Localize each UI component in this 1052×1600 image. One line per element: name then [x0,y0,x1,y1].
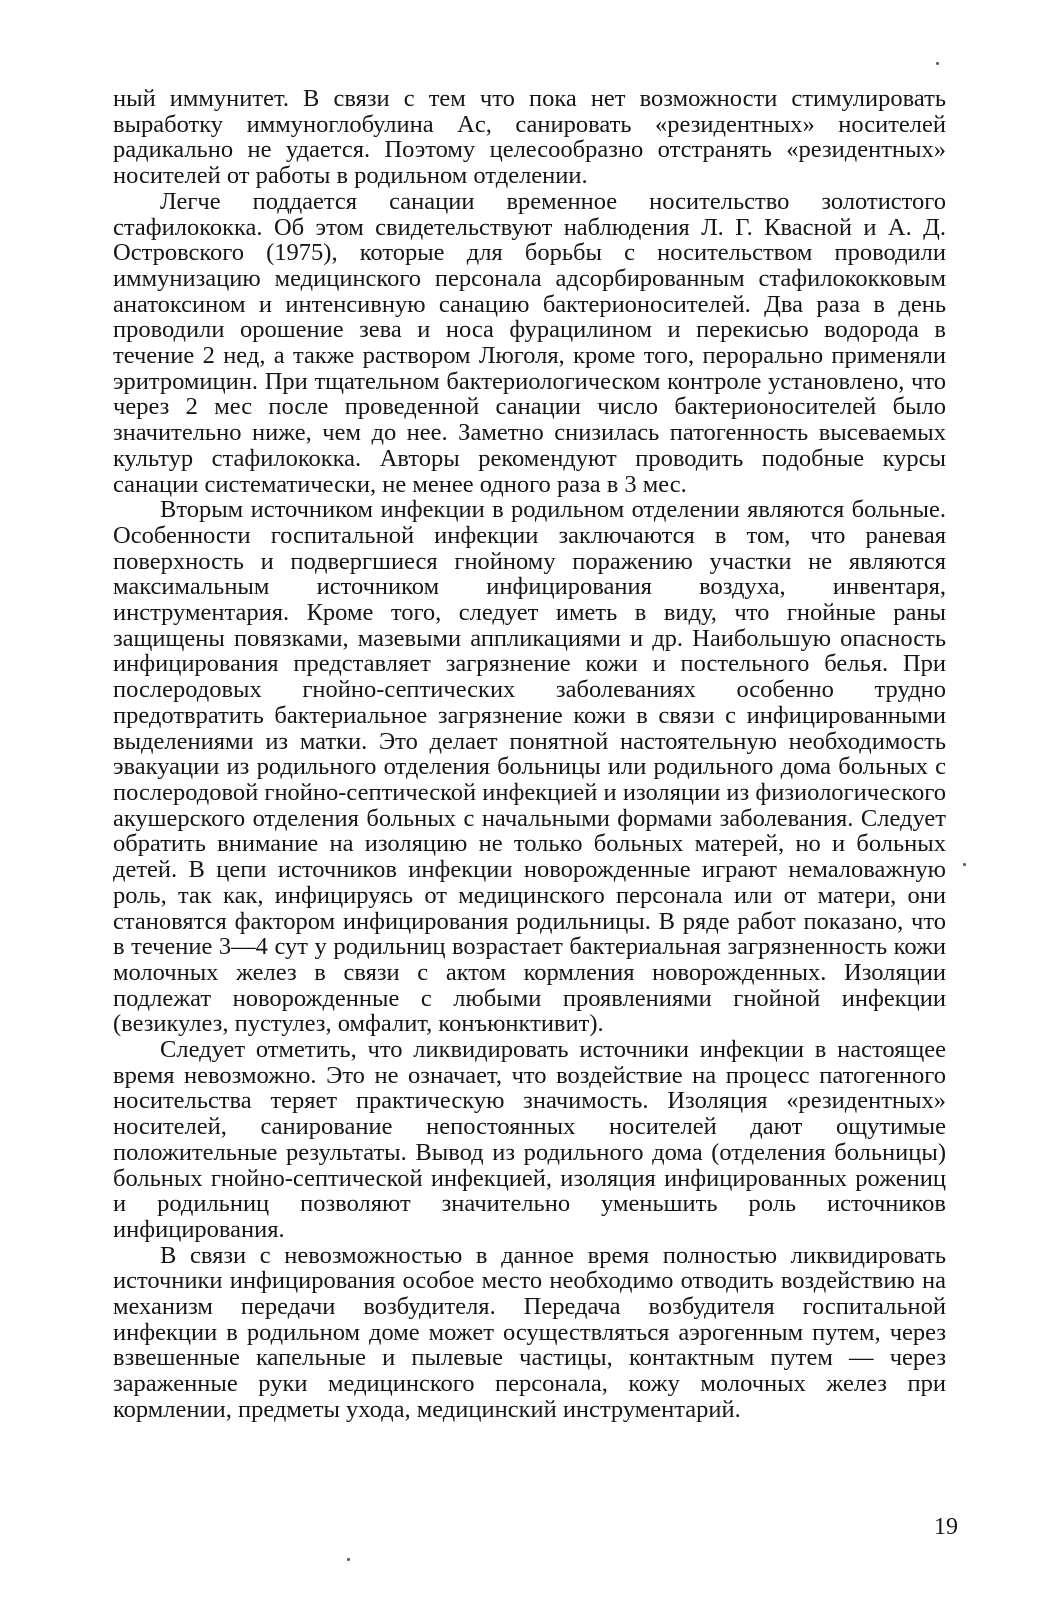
paragraph-carrier-sanitation: Легче поддается санации временное носительство золотистого стафилококка. Об этом свидетельствуют наблюдения Л. Г. Квасной и А. Д. Островского (1975), которые для борьбы с носительством проводили иммунизацию медицинского персонала адсорбированным стафилококковым анатоксином и интенсивную санацию бактерионосителей. Два раза в день проводили орошение зева и носа фурацилином и перекисью водорода в течение 2 нед, а также раствором Люголя, кроме того, перорально применяли эритромицин. При тщательном бактериологическом контроле установлено, что через 2 мес после проведенной санации число бактерионосителей было значительно ниже, чем до нее. Заметно снизилась патогенность высеваемых культур стафилококка. Авторы рекомендуют проводить подобные курсы санации систематически, не менее одного раза в 3 мес. [113,187,946,498]
page-body [113,86,946,1423]
scan-speck-top [936,62,939,65]
paragraph-transmission: В связи с невозможностью в данное время полностью ликвидировать источники инфицирования особое место необходимо отводить воздействию на механизм передачи возбудителя. Передача возбудителя госпитальной инфекции в родильном доме может осуществляться аэрогенным путем, через взвешенные капельные и пылевые частицы, контактным путем — через зараженные руки медицинского персонала, кожу молочных желез при кормлении, предметы ухода, медицинский инструментарий. [113,1241,946,1423]
page-number: 19 [934,1514,958,1540]
paragraph-elimination: Следует отметить, что ликвидировать источники инфекции в настоящее время невозможно. Это не означает, что воздействие на процесс патогенного носительства теряет практическую значимость. Изоляция «резидентных» носителей, санирование непостоянных носителей дают ощутимые положительные результаты. Вывод из родильного дома (отделения больницы) больных гнойно-септической инфекцией, изоляция инфицированных рожениц и родильниц позволяют значительно уменьшить роль источников инфицирования. [113,1036,946,1243]
scan-speck-bottom [347,1558,350,1561]
scan-speck-margin [963,863,966,866]
paragraph-patients-source: Вторым источником инфекции в родильном отделении являются больные. Особенности госпитальной инфекции заключаются в том, что раневая поверхность и подвергшиеся гнойному поражению участки не являются максимальным источником инфицирования воздуха, инвентаря, инструментария. Кроме того, следует иметь в виду, что гнойные раны защищены повязками, мазевыми аппликациями и др. Наибольшую опасность инфицирования представляет загрязнение кожи и постельного белья. При послеродовых гнойно-септических заболеваниях особенно трудно предотвратить бактериальное загрязнение кожи в связи с инфицированными выделениями из матки. Это делает понятной настоятельную необходимость эвакуации из родильного отделения больницы или родильного дома больных с послеродовой гнойно-септической инфекцией и изоляции из физиологического акушерского отделения больных с начальными формами заболевания. Следует обратить внимание на изоляцию не только больных матерей, но и больных детей. В цепи источников инфекции новорожденные играют немаловажную роль, так как, инфицируясь от медицинского персонала или от матери, они становятся фактором инфицирования родильницы. В ряде работ показано, что в течение 3—4 сут у родильниц возрастает бактериальная загрязненность кожи молочных желез в связи с актом кормления новорожденных. Изоляции подлежат новорожденные с любыми проявлениями гнойной инфекции (везикулез, пустулез, омфалит, конъюнктивит). [113,496,946,1038]
paragraph-continuation: ный иммунитет. В связи с тем что пока нет возможности стимулировать выработку иммуноглобулина Ac, санировать «резидентных» носителей радикально не удается. Поэтому целесообразно отстранять «резидентных» носителей от работы в родильном отделении. [113,85,946,190]
